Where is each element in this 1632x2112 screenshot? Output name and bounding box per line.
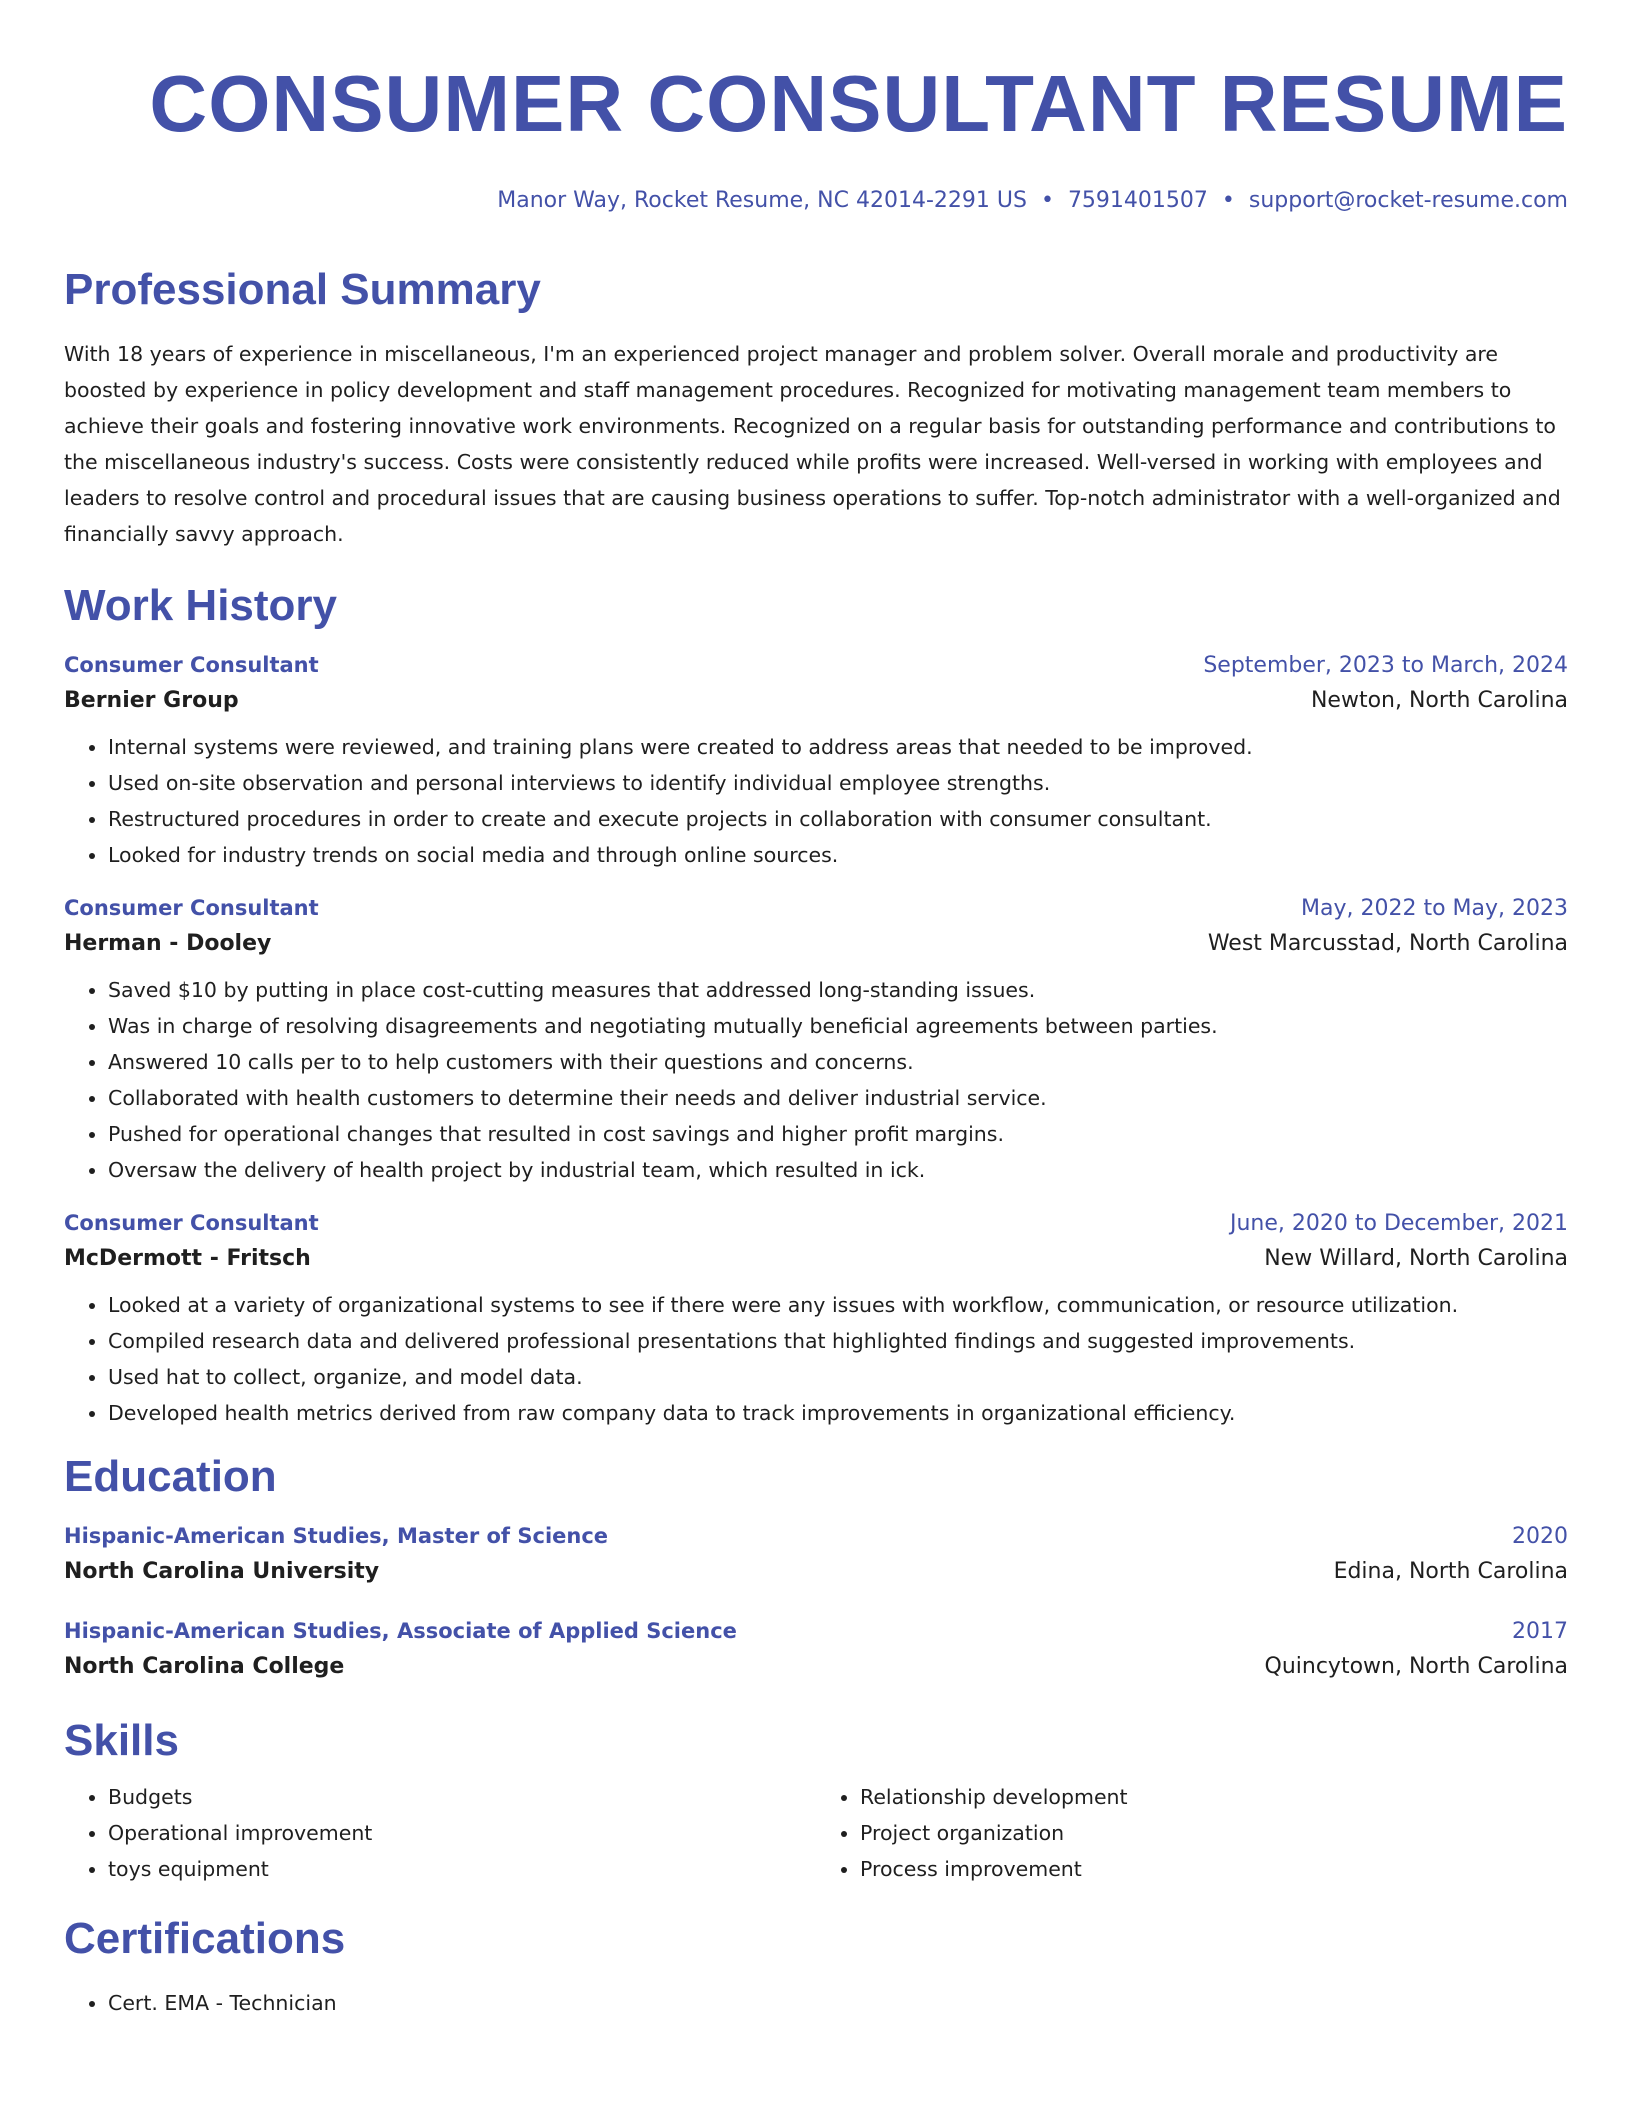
job-header-row: [64, 1208, 1568, 1239]
skills-column-right: [816, 1779, 1568, 1887]
contact-address: Manor Way, Rocket Resume, NC 42014-2291 US: [497, 188, 1027, 213]
job-bullet: • Compiled research data and delivered professional presentations that highlighted findings and suggested improvements.: [108, 1323, 1568, 1359]
job-entry: [64, 1208, 1568, 1431]
job-role: Consumer Consultant: [64, 653, 319, 677]
job-header-row: [64, 650, 1568, 681]
job-company: Herman - Dooley: [64, 931, 272, 956]
job-bullets: [64, 972, 1568, 1188]
job-bullet: • Developed health metrics derived from raw company data to track improvements in organizational efficiency.: [108, 1395, 1568, 1431]
job-bullet: • Internal systems were reviewed, and training plans were created to address areas that needed to be improved.: [108, 729, 1568, 765]
contact-line: [64, 186, 1568, 216]
job-bullet: • Answered 10 calls per to to help customers with their questions and concerns.: [108, 1044, 1568, 1080]
summary-heading: Professional Summary: [64, 265, 541, 314]
skills-heading: Skills: [64, 1716, 179, 1765]
certification-item: • Cert. EMA - Technician: [108, 1985, 1568, 2021]
job-role: Consumer Consultant: [64, 896, 319, 920]
contact-separator: •: [1221, 188, 1235, 213]
skill-item: • Budgets: [108, 1779, 816, 1815]
education-year: 2020: [1512, 1524, 1568, 1549]
job-bullet: • Was in charge of resolving disagreements and negotiating mutually beneficial agreements between parties.: [108, 1008, 1568, 1044]
job-company: Bernier Group: [64, 688, 239, 713]
job-bullets: [64, 729, 1568, 873]
job-company: McDermott - Fritsch: [64, 1246, 311, 1271]
job-bullet: • Looked at a variety of organizational systems to see if there were any issues with workflow, communication, or resource utilization.: [108, 1287, 1568, 1323]
education-year: 2017: [1512, 1619, 1568, 1644]
job-dates: September, 2023 to March, 2024: [1203, 653, 1568, 678]
skill-item: • Operational improvement: [108, 1815, 816, 1851]
education-school: North Carolina University: [64, 1559, 380, 1584]
skill-item: • Project organization: [860, 1815, 1568, 1851]
job-role: Consumer Consultant: [64, 1211, 319, 1235]
education-school: North Carolina College: [64, 1654, 345, 1679]
work-history-heading: Work History: [64, 581, 338, 630]
job-company-row: [64, 1239, 1568, 1279]
job-location: West Marcusstad, North Carolina: [1207, 931, 1568, 956]
education-degree-row: [64, 1521, 1568, 1552]
resume-title: CONSUMER CONSULTANT RESUME: [149, 59, 1568, 148]
job-bullet: • Pushed for operational changes that resulted in cost savings and higher profit margins.: [108, 1116, 1568, 1152]
education-location: Edina, North Carolina: [1333, 1559, 1568, 1584]
job-bullet: • Used on-site observation and personal interviews to identify individual employee strengths.: [108, 765, 1568, 801]
job-bullets: [64, 1287, 1568, 1431]
education-degree: Hispanic-American Studies, Master of Science: [64, 1524, 609, 1548]
job-bullet: • Looked for industry trends on social media and through online sources.: [108, 837, 1568, 873]
certifications-list: [64, 1985, 1568, 2021]
education-school-row: [64, 1647, 1568, 1687]
skill-item: • Relationship development: [860, 1779, 1568, 1815]
job-bullet: • Used hat to collect, organize, and model data.: [108, 1359, 1568, 1395]
education-school-row: [64, 1552, 1568, 1592]
job-bullet: • Oversaw the delivery of health project by industrial team, which resulted in ick.: [108, 1152, 1568, 1188]
certifications-heading: Certifications: [64, 1914, 346, 1963]
education-degree: Hispanic-American Studies, Associate of Applied Science: [64, 1619, 737, 1643]
job-dates: June, 2020 to December, 2021: [1229, 1211, 1568, 1236]
job-company-row: [64, 924, 1568, 964]
job-bullet: • Collaborated with health customers to determine their needs and deliver industrial service.: [108, 1080, 1568, 1116]
education-location: Quincytown, North Carolina: [1264, 1654, 1568, 1679]
job-location: New Willard, North Carolina: [1264, 1246, 1568, 1271]
job-location: Newton, North Carolina: [1310, 688, 1568, 713]
skill-item: • Process improvement: [860, 1851, 1568, 1887]
job-header-row: [64, 893, 1568, 924]
contact-phone: 7591401507: [1067, 188, 1208, 213]
job-entry: [64, 650, 1568, 873]
contact-email: support@rocket-resume.com: [1248, 188, 1568, 213]
skills-grid: [64, 1779, 1568, 1887]
job-dates: May, 2022 to May, 2023: [1301, 896, 1568, 921]
contact-separator: •: [1040, 188, 1054, 213]
job-bullet: • Saved $10 by putting in place cost-cutting measures that addressed long-standing issues.: [108, 972, 1568, 1008]
job-company-row: [64, 681, 1568, 721]
summary-text: With 18 years of experience in miscellaneous, I'm an experienced project manager and problem solver. Overall morale and productivity are boosted by experience in policy development and staff management procedures. Recognized for motivating management team members to achieve their goals and fostering innovative work environments. Recognized on a regular basis for outstanding performance and contributions to the miscellaneous industry's success. Costs were consistently reduced while profits were increased. Well-versed in working with employees and leaders to resolve control and procedural issues that are causing business operations to suffer. Top-notch administrator with a well-organized and financially savvy approach.: [64, 342, 1561, 546]
job-bullet: • Restructured procedures in order to create and execute projects in collaboration with consumer consultant.: [108, 801, 1568, 837]
skills-column-left: [64, 1779, 816, 1887]
education-entry: [64, 1616, 1568, 1687]
education-entry: [64, 1521, 1568, 1592]
job-entry: [64, 893, 1568, 1188]
education-degree-row: [64, 1616, 1568, 1647]
education-heading: Education: [64, 1452, 277, 1501]
skill-item: • toys equipment: [108, 1851, 816, 1887]
work-history-list: [64, 650, 1568, 1431]
